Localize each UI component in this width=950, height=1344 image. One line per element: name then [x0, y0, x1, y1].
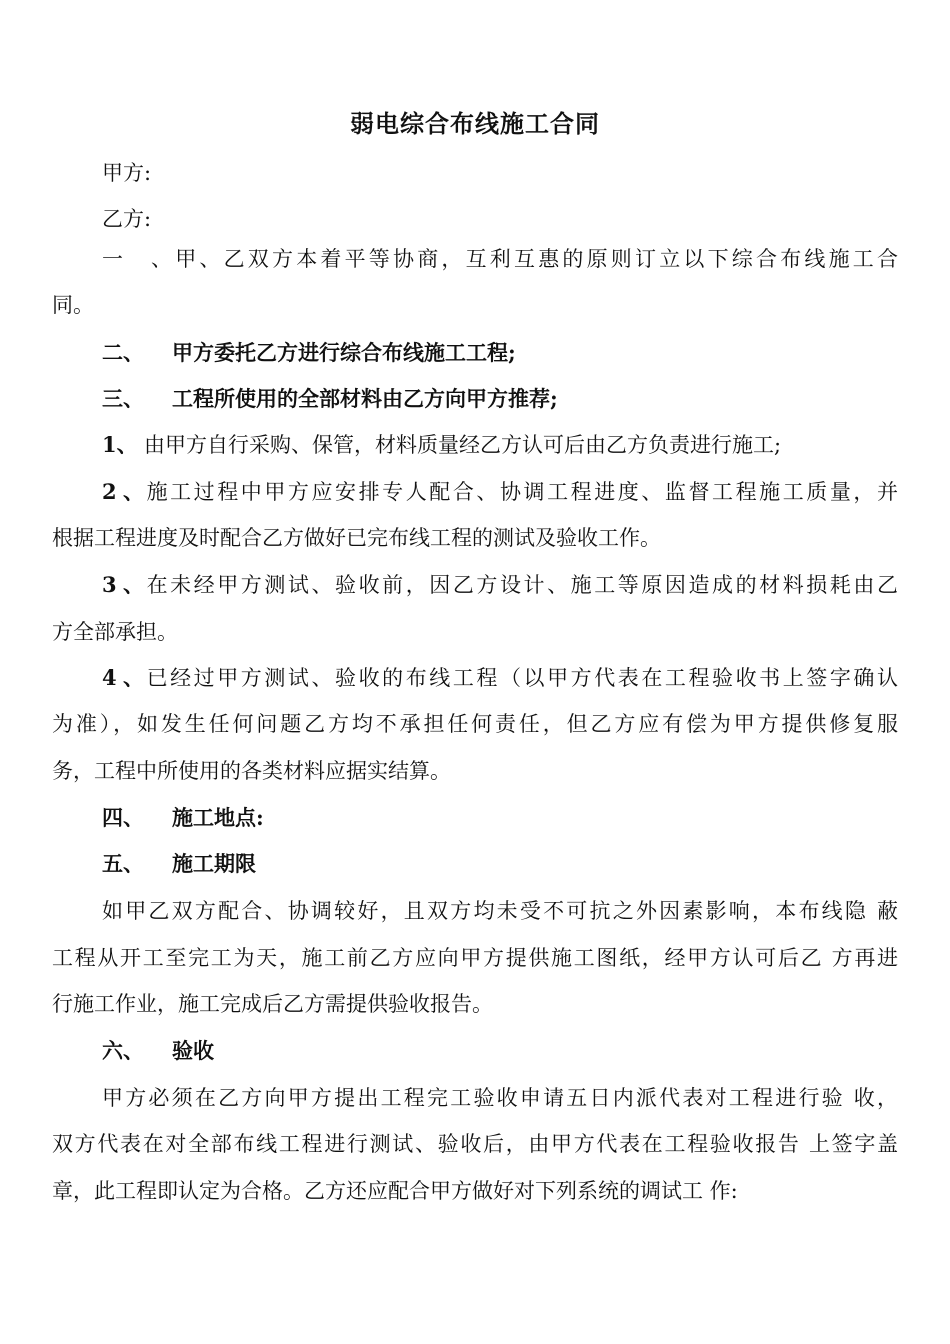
item-2-line-1	[102, 477, 898, 507]
item-4-text: 已经过甲方测试、验收的布线工程（以甲方代表在工程验收书上签字确认	[144, 666, 898, 690]
section-2-text: 甲方委托乙方进行综合布线施工工程;	[172, 340, 516, 365]
item-2-line-2: 根据工程进度及时配合乙方做好已完布线工程的测试及验收工作。	[52, 526, 661, 550]
item-1-number: 1、	[102, 432, 138, 457]
section-3-heading	[102, 384, 558, 414]
section-4-text: 施工地点:	[172, 805, 264, 830]
item-4-line-1	[102, 663, 898, 693]
party-a-label: 甲方:	[102, 161, 152, 185]
section-6-para-line-2: 双方代表在对全部布线工程进行测试、验收后，由甲方代表在工程验收报告 上签字盖	[52, 1132, 899, 1156]
section-1-text: 甲、乙双方本着平等协商，互利互惠的原则订立以下综合布线施工合	[172, 247, 898, 271]
section-3-number: 三、	[102, 386, 144, 411]
section-5-para-line-2: 工程从开工至完工为天，施工前乙方应向甲方提供施工图纸，经甲方认可后乙 方再进	[52, 946, 899, 970]
section-5-text: 施工期限	[172, 851, 256, 876]
section-5-heading	[102, 849, 256, 879]
item-3-text: 在未经甲方测试、验收前，因乙方设计、施工等原因造成的材料损耗由乙	[144, 573, 898, 597]
item-3-line-2: 方全部承担。	[52, 620, 178, 644]
section-3-text: 工程所使用的全部材料由乙方向甲方推荐;	[172, 386, 558, 411]
item-3-number: 3、	[102, 572, 144, 597]
page-title: 弱电综合布线施工合同	[350, 109, 600, 138]
section-6-para-line-1: 甲方必须在乙方向甲方提出工程完工验收申请五日内派代表对工程进行验 收，	[102, 1086, 898, 1110]
section-1-number: 一、	[102, 247, 172, 271]
section-6-text: 验收	[172, 1038, 214, 1063]
section-6-para-line-3: 章，此工程即认定为合格。乙方还应配合甲方做好对下列系统的调试工 作:	[52, 1179, 738, 1203]
item-4-number: 4、	[102, 665, 144, 690]
item-1	[102, 430, 781, 460]
item-3-line-1	[102, 570, 898, 600]
section-6-heading	[102, 1036, 214, 1066]
item-2-number: 2、	[102, 479, 144, 504]
section-2-number: 二、	[102, 340, 144, 365]
section-4-heading	[102, 803, 264, 833]
party-b-label: 乙方:	[102, 207, 152, 231]
section-4-number: 四、	[102, 805, 144, 830]
item-4-line-3: 务，工程中所使用的各类材料应据实结算。	[52, 759, 451, 783]
section-1-line-2: 同。	[52, 293, 94, 317]
item-1-text: 由甲方自行采购、保管，材料质量经乙方认可后由乙方负责进行施工;	[144, 433, 782, 457]
section-1-line-1	[102, 244, 898, 274]
section-2-heading	[102, 338, 516, 368]
section-6-number: 六、	[102, 1038, 144, 1063]
section-5-para-line-1: 如甲乙双方配合、协调较好，且双方均未受不可抗之外因素影响，本布线隐 蔽	[102, 899, 898, 923]
section-5-number: 五、	[102, 851, 144, 876]
item-2-text: 施工过程中甲方应安排专人配合、协调工程进度、监督工程施工质量，并	[144, 480, 898, 504]
section-5-para-line-3: 行施工作业，施工完成后乙方需提供验收报告。	[52, 992, 493, 1016]
item-4-line-2: 为准），如发生任何问题乙方均不承担任何责任，但乙方应有偿为甲方提供修复服	[52, 712, 898, 736]
